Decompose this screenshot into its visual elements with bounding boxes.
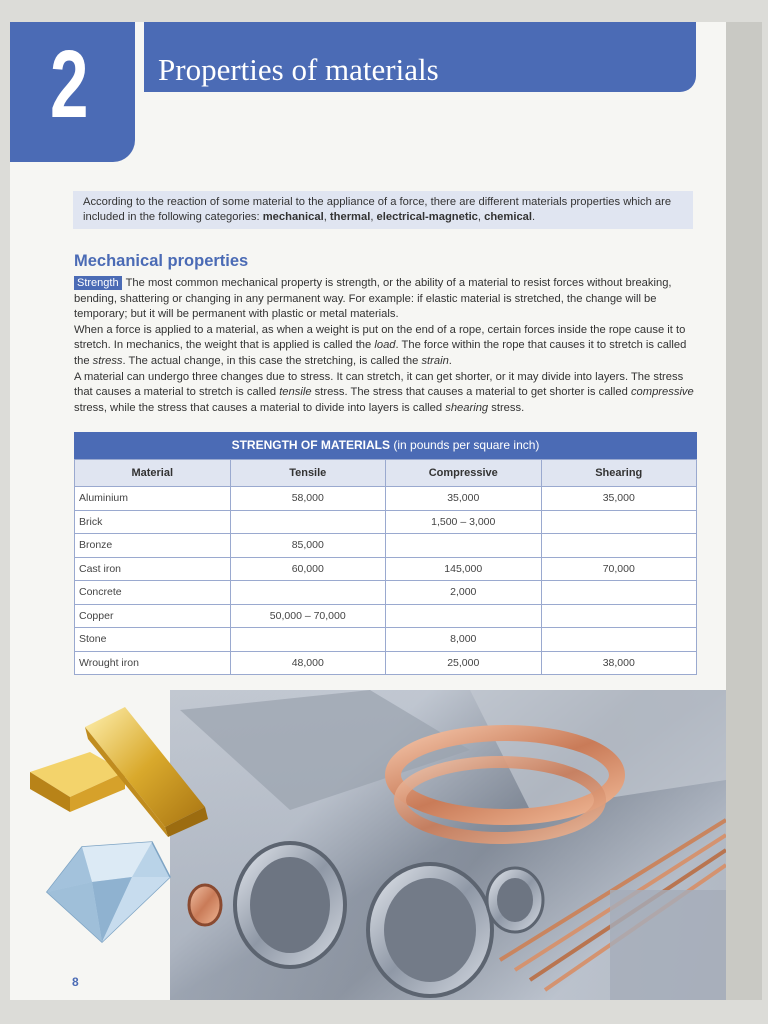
paragraph-text: stress. (488, 401, 525, 414)
col-shearing: Shearing (541, 460, 697, 487)
table-row (75, 604, 697, 628)
cell-compressive (386, 604, 542, 628)
strength-table (74, 432, 697, 675)
col-material: Material (75, 460, 231, 487)
cell-compressive: 2,000 (386, 581, 542, 605)
cell-tensile: 58,000 (230, 487, 386, 511)
table-row (75, 534, 697, 558)
paragraph-text: A material can undergo three changes due to stress. It can stretch, it can get shorter, or it may divide into layers. The stress that causes a material to stretch is called (74, 370, 684, 399)
paragraph-text: stress, while the stress that causes a material to divide into layers is called (74, 401, 446, 414)
cell-material: Brick (75, 510, 231, 534)
diamond-illustration (42, 837, 172, 947)
table-row (75, 651, 697, 675)
intro-text: According to the reaction of some material to the appliance of a force, there are different materials properties which are included in the following categories: (83, 196, 672, 223)
cell-compressive: 1,500 – 3,000 (386, 510, 542, 534)
cell-shearing: 38,000 (541, 651, 697, 675)
section-heading: Mechanical properties (74, 252, 249, 270)
section-body (74, 276, 700, 416)
metals-illustration (170, 690, 726, 1000)
term-stress: stress (92, 354, 123, 367)
paragraph-strength (74, 276, 700, 323)
intro-separator: , (370, 211, 377, 223)
cell-shearing (541, 604, 697, 628)
table-row (75, 487, 697, 511)
cell-material: Copper (75, 604, 231, 628)
cell-material: Wrought iron (75, 651, 231, 675)
table-row (75, 510, 697, 534)
paragraph-text: The most common mechanical property is strength, or the ability of a material to resist forces without breaking, bending, shattering or changing in any permanent way. For example: if elastic material is stretched, the change will be temporary; but it will be permanent with plastic or metal materials. (74, 277, 672, 321)
cell-tensile: 50,000 – 70,000 (230, 604, 386, 628)
term-compressive: compressive (630, 386, 694, 399)
category-mechanical: mechanical (262, 211, 324, 223)
intro-separator: , (477, 211, 485, 223)
paragraph-text: When a force is applied to a material, as when a weight is put on the end of a rope, certain forces inside the rope cause it to stretch. In mechanics, the weight that is applied is called the (74, 323, 686, 352)
intro-end: . (532, 211, 536, 223)
chapter-title: Properties of materials (158, 52, 439, 87)
cell-compressive: 145,000 (386, 557, 542, 581)
term-tensile: tensile (279, 386, 312, 399)
page-number: 8 (72, 975, 79, 989)
category-thermal: thermal (329, 211, 371, 223)
intro-separator: , (323, 211, 330, 223)
cell-tensile (230, 510, 386, 534)
cell-tensile: 48,000 (230, 651, 386, 675)
strength-data-table (74, 459, 697, 675)
paragraph-text: . The actual change, in this case the stretching, is called the (122, 354, 422, 367)
gold-bars-image (30, 697, 210, 837)
cell-material: Aluminium (75, 487, 231, 511)
cell-material: Cast iron (75, 557, 231, 581)
cell-compressive: 25,000 (386, 651, 542, 675)
table-title-bar (74, 432, 697, 459)
cell-shearing (541, 628, 697, 652)
table-row (75, 628, 697, 652)
metals-photo (170, 690, 726, 1000)
cell-shearing: 70,000 (541, 557, 697, 581)
cell-shearing (541, 534, 697, 558)
strength-tag: Strength (74, 276, 122, 290)
cell-shearing (541, 510, 697, 534)
term-shearing: shearing (445, 401, 489, 414)
cell-material: Concrete (75, 581, 231, 605)
intro-box (73, 191, 693, 229)
col-tensile: Tensile (230, 460, 386, 487)
paragraph-text: . (448, 354, 452, 367)
table-row (75, 557, 697, 581)
cell-shearing (541, 581, 697, 605)
diamond-image (42, 837, 172, 947)
cell-material: Bronze (75, 534, 231, 558)
cell-tensile: 85,000 (230, 534, 386, 558)
table-subtitle: (in pounds per square inch) (393, 438, 540, 452)
chapter-number-tab (10, 22, 135, 162)
cell-compressive (386, 534, 542, 558)
paragraph-load (74, 323, 700, 370)
textbook-page (10, 22, 726, 1000)
chapter-number: 2 (50, 31, 89, 138)
cell-compressive: 35,000 (386, 487, 542, 511)
page-edge-shadow (726, 22, 762, 1000)
paragraph-stress-types (74, 370, 700, 417)
cell-tensile (230, 581, 386, 605)
term-strain: strain (421, 354, 449, 367)
cell-tensile: 60,000 (230, 557, 386, 581)
category-electrical-magnetic: electrical-magnetic (376, 211, 478, 223)
cell-compressive: 8,000 (386, 628, 542, 652)
cell-tensile (230, 628, 386, 652)
term-load: load (374, 339, 396, 352)
table-row (75, 581, 697, 605)
col-compressive: Compressive (386, 460, 542, 487)
table-title: STRENGTH OF MATERIALS (231, 438, 390, 452)
cell-shearing: 35,000 (541, 487, 697, 511)
chapter-title-bar (144, 22, 696, 92)
table-header-row (75, 460, 697, 487)
paragraph-text: . The force within the rope that causes it to stretch is called the (74, 339, 687, 367)
gold-bars-illustration (30, 697, 210, 837)
category-chemical: chemical (484, 211, 533, 223)
paragraph-text: stress. The stress that causes a material to get shorter is called (311, 386, 631, 399)
cell-material: Stone (75, 628, 231, 652)
